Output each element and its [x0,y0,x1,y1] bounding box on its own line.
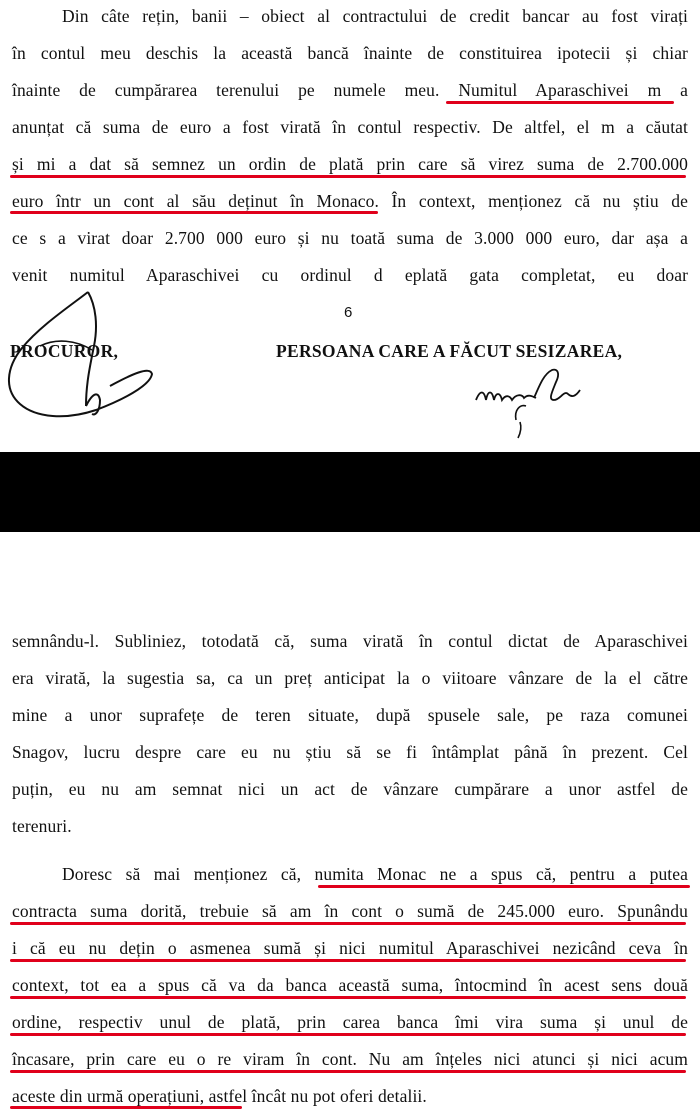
text-line: semnându-l. Subliniez, totodată că, suma virată în contul dictat de Aparaschivei [12,631,688,651]
text-line: contracta suma dorită, trebuie să am în cont o sumă de 245.000 euro. Spunându [12,901,688,921]
red-underline [10,1106,242,1109]
red-underline [10,175,686,178]
red-underline [10,959,686,962]
text-line: Doresc să mai menționez că, numita Monac ne a spus că, pentru a putea [62,864,688,884]
red-underline [10,996,686,999]
red-underline [10,1070,686,1073]
redaction-bar [0,452,700,532]
text-line: ce s a virat doar 2.700 000 euro și nu toată suma de 3.000 000 euro, dar așa a [12,228,688,248]
text-line: anunțat că suma de euro a fost virată în contul respectiv. De altfel, el m a căutat [12,117,688,137]
red-underline [10,211,378,214]
text-line: Snagov, lucru despre care eu nu știu să se fi întâmplat până în prezent. Cel [12,742,688,762]
document-page-top [0,0,700,452]
text-line: și mi a dat să semnez un ordin de plată prin care să virez suma de 2.700.000 [12,154,688,174]
red-underline [10,922,686,925]
complainant-signature-image [470,360,590,442]
text-line: euro într un cont al său deținut în Monaco. În context, menționez că nu știu de [12,191,688,211]
red-underline [318,885,690,888]
prosecutor-signature-image [0,286,160,446]
text-line: ordine, respectiv unul de plată, prin carea banca îmi vira suma și unul de [12,1012,688,1032]
text-line: context, tot ea a spus că va da banca această suma, întocmind în acest sens două [12,975,688,995]
red-underline [10,1033,686,1036]
text-line: puțin, eu nu am semnat nici un act de vânzare cumpărare a unor astfel de [12,779,688,799]
text-line: era virată, la sugestia sa, ca un preț anticipat la o viitoare vânzare de la el către [12,668,688,688]
text-line: mine a unor suprafețe de teren situate, după spusele sale, pe raza comunei [12,705,688,725]
text-line: Din câte rețin, banii – obiect al contractului de credit bancar au fost virați [62,6,688,26]
text-line: înainte de cumpărarea terenului pe numele meu. Numitul Aparaschivei m a [12,80,688,100]
text-line: venit numitul Aparaschivei cu ordinul d eplată gata completat, eu doar [12,265,688,285]
right-signatory-label: PERSOANA CARE A FĂCUT SESIZAREA, [276,341,623,361]
text-line: încasare, prin care eu o re viram în cont. Nu am înțeles nici atunci și nici acum [12,1049,688,1069]
red-underline [446,101,674,104]
text-line: terenuri. [12,816,72,836]
page-number: 6 [344,304,353,321]
text-line: în contul meu deschis la această bancă înainte de constituirea ipotecii și chiar [12,43,688,63]
text-line: aceste din urmă operațiuni, astfel încât nu pot oferi detalii. [12,1086,427,1106]
text-line: i că eu nu dețin o asmenea sumă și nici numitul Aparaschivei nezicând ceva în [12,938,688,958]
left-signatory-label: PROCUROR, [10,341,119,361]
document-page-bottom [0,532,700,1110]
